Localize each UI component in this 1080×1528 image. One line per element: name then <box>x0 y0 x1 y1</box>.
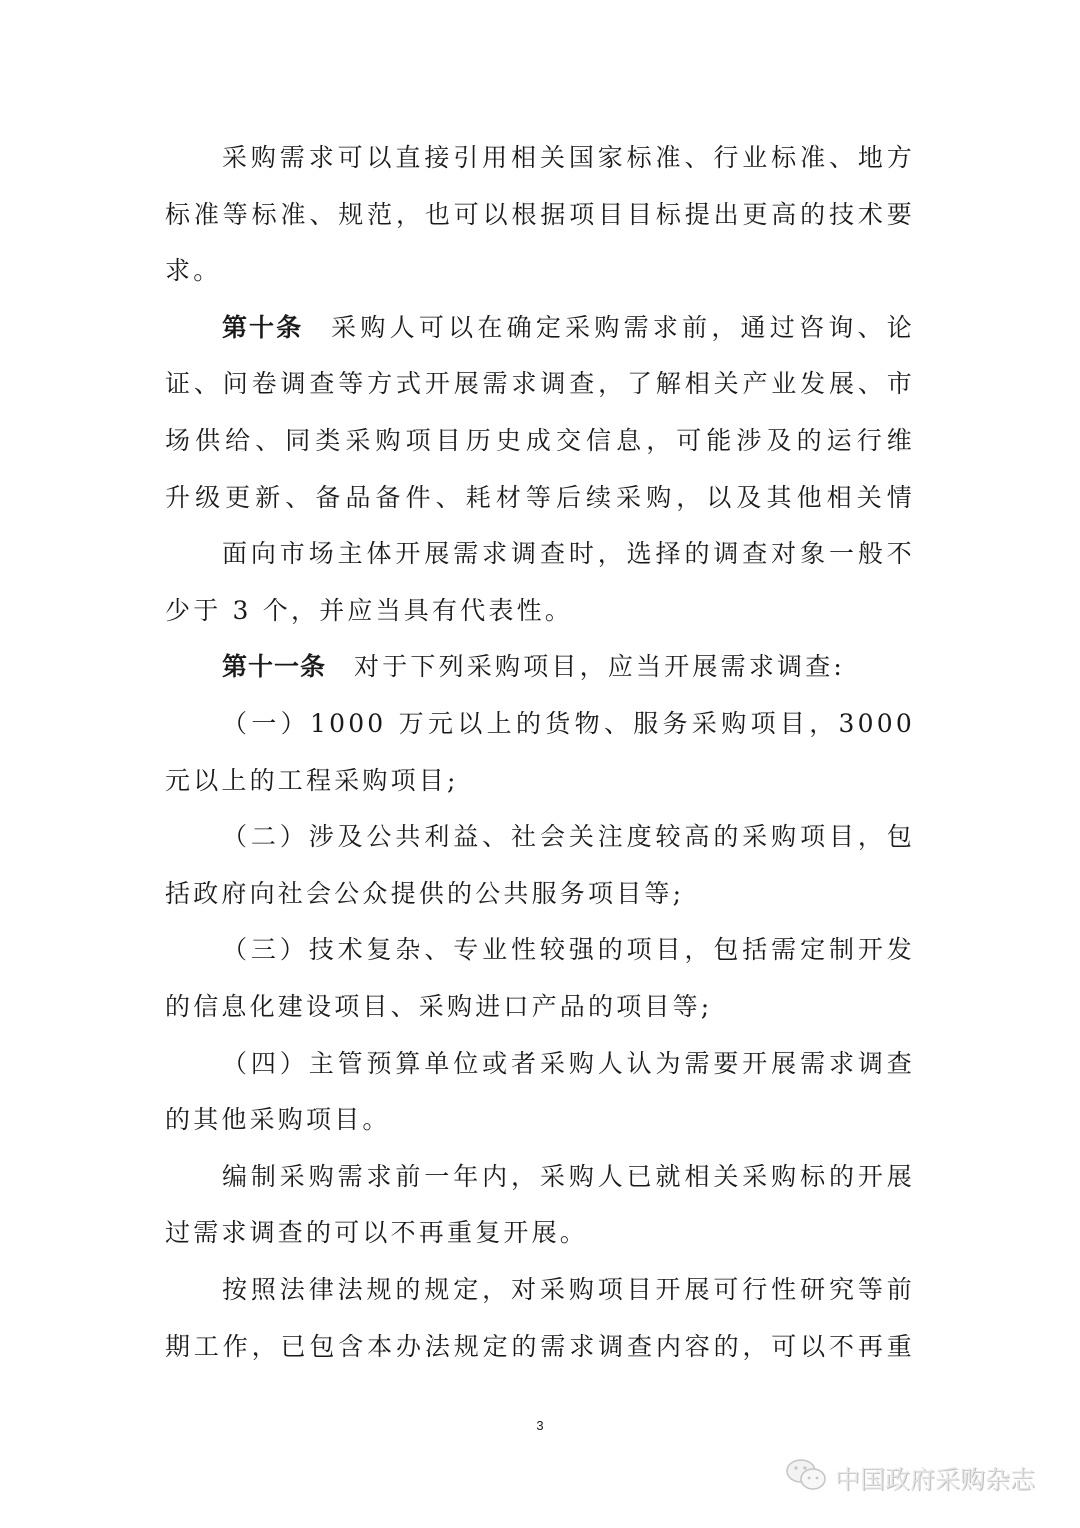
text-line <box>165 1100 915 1140</box>
article-heading: 第十条 <box>222 312 304 342</box>
line-text: 的信息化建设项目、采购进口产品的项目等; <box>165 992 713 1021</box>
line-text: 元以上的工程采购项目; <box>165 765 459 795</box>
line-text: （一）1000 万元以上的货物、服务采购项目，3000 <box>222 709 915 738</box>
text-line <box>222 930 915 970</box>
line-text: 场供给、同类采购项目历史成交信息，可能涉及的运行维 <box>165 426 915 455</box>
watermark <box>785 1458 1035 1498</box>
line-text: 编制采购需求前一年内，采购人已就相关采购标的开展 <box>222 1161 915 1191</box>
line-text: 采购人可以在确定采购需求前，通过咨询、论 <box>331 312 915 342</box>
watermark-text: 中国政府采购杂志 <box>835 1465 1036 1494</box>
line-text: 升级更新、备品备件、耗材等后续采购，以及其他相关情 <box>165 482 915 512</box>
text-line <box>222 704 915 744</box>
line-text: （四）主管预算单位或者采购人认为需要开展需求调查 <box>222 1048 915 1078</box>
text-line <box>165 874 915 914</box>
text-line <box>165 1213 915 1253</box>
line-text: 证、问卷调查等方式开展需求调查，了解相关产业发展、市 <box>165 369 915 399</box>
text-line <box>222 308 915 348</box>
text-line <box>222 1270 915 1310</box>
wechat-icon <box>785 1458 829 1498</box>
line-text: （二）涉及公共利益、社会关注度较高的采购项目，包 <box>222 822 915 852</box>
line-text: 对于下列采购项目，应当开展需求调查: <box>354 652 846 682</box>
text-line <box>222 647 915 687</box>
text-line <box>222 817 915 857</box>
line-text: 求。 <box>165 256 222 286</box>
text-line <box>222 534 915 574</box>
page-number: 3 <box>536 1418 544 1433</box>
article-heading: 第十一条 <box>222 652 327 682</box>
text-line <box>222 1157 915 1197</box>
text-line <box>165 195 915 235</box>
line-text: 过需求调查的可以不再重复开展。 <box>165 1218 589 1248</box>
text-line <box>165 1327 915 1367</box>
text-line <box>222 1044 915 1084</box>
line-text: 面向市场主体开展需求调查时，选择的调查对象一般不 <box>222 539 915 569</box>
line-text: （三）技术复杂、专业性较强的项目，包括需定制开发 <box>222 935 915 965</box>
text-line <box>222 138 915 178</box>
line-text: 期工作，已包含本办法规定的需求调查内容的，可以不再重 <box>165 1331 915 1361</box>
line-text: 的其他采购项目。 <box>165 1105 391 1135</box>
line-text: 括政府向社会公众提供的公共服务项目等; <box>165 878 685 908</box>
text-line <box>165 591 915 631</box>
text-line <box>165 251 915 291</box>
line-text: 少于 3 个，并应当具有代表性。 <box>165 595 574 625</box>
line-text: 按照法律法规的规定，对采购项目开展可行性研究等前 <box>222 1275 915 1304</box>
line-text: 标准等标准、规范，也可以根据项目目标提出更高的技术要 <box>165 199 915 229</box>
line-text: 采购需求可以直接引用相关国家标准、行业标准、地方 <box>222 143 915 172</box>
text-line <box>165 421 915 461</box>
text-line <box>165 987 915 1027</box>
text-line <box>165 364 915 404</box>
text-line <box>165 761 915 801</box>
text-line <box>165 478 915 518</box>
